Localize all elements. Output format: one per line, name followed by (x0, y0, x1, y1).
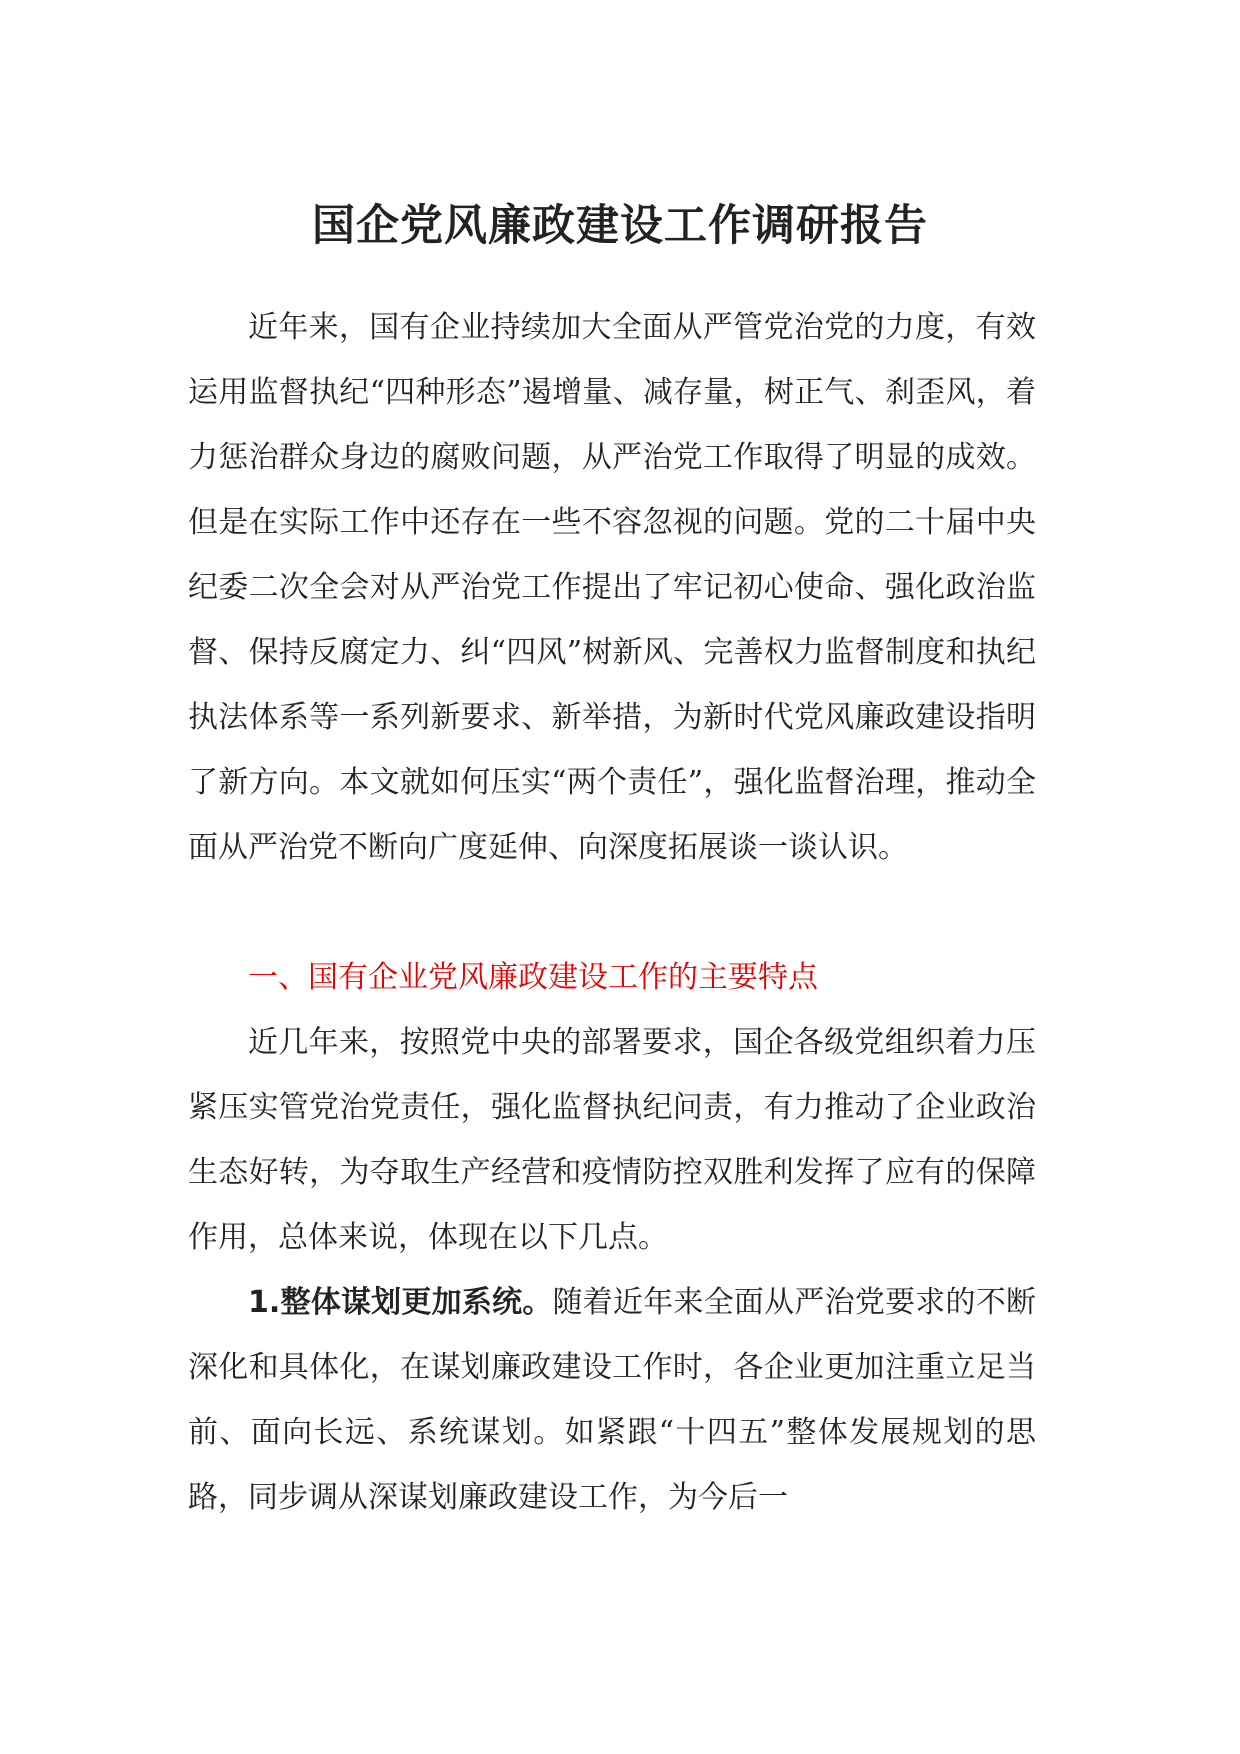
section-one-heading: 一、国有企业党风廉政建设工作的主要特点 (248, 960, 818, 995)
point-one-lead: 1.整体谋划更加系统。 (248, 1285, 553, 1320)
point-one-body: 随着近年来全面从严治党要求的不断深化和具体化，在谋划廉政建设工作时，各企业更加注重立足当前、面向长远、系统谋划。如紧跟“十四五”整体发展规划的思路，同步调从深谋划廉政建设工作，为今后一 (188, 1285, 1036, 1515)
point-one-paragraph (188, 1270, 1036, 1530)
document-title: 国企党风廉政建设工作调研报告 (312, 201, 928, 251)
section-one-paragraph: 近几年来，按照党中央的部署要求，国企各级党组织着力压紧压实管党治党责任，强化监督执纪问责，有力推动了企业政治生态好转，为夺取生产经营和疫情防控双胜利发挥了应有的保障作用，总体来说，体现在以下几点。 (188, 1025, 1036, 1255)
intro-paragraph: 近年来，国有企业持续加大全面从严管党治党的力度，有效运用监督执纪“四种形态”遏增量、减存量，树正气、刹歪风，着力惩治群众身边的腐败问题，从严治党工作取得了明显的成效。但是在实际工作中还存在一些不容忽视的问题。党的二十届中央纪委二次全会对从严治党工作提出了牢记初心使命、强化政治监督、保持反腐定力、纠“四风”树新风、完善权力监督制度和执纪执法体系等一系列新要求、新举措，为新时代党风廉政建设指明了新方向。本文就如何压实“两个责任”，强化监督治理，推动全面从严治党不断向广度延伸、向深度拓展谈一谈认识。 (188, 310, 1036, 865)
